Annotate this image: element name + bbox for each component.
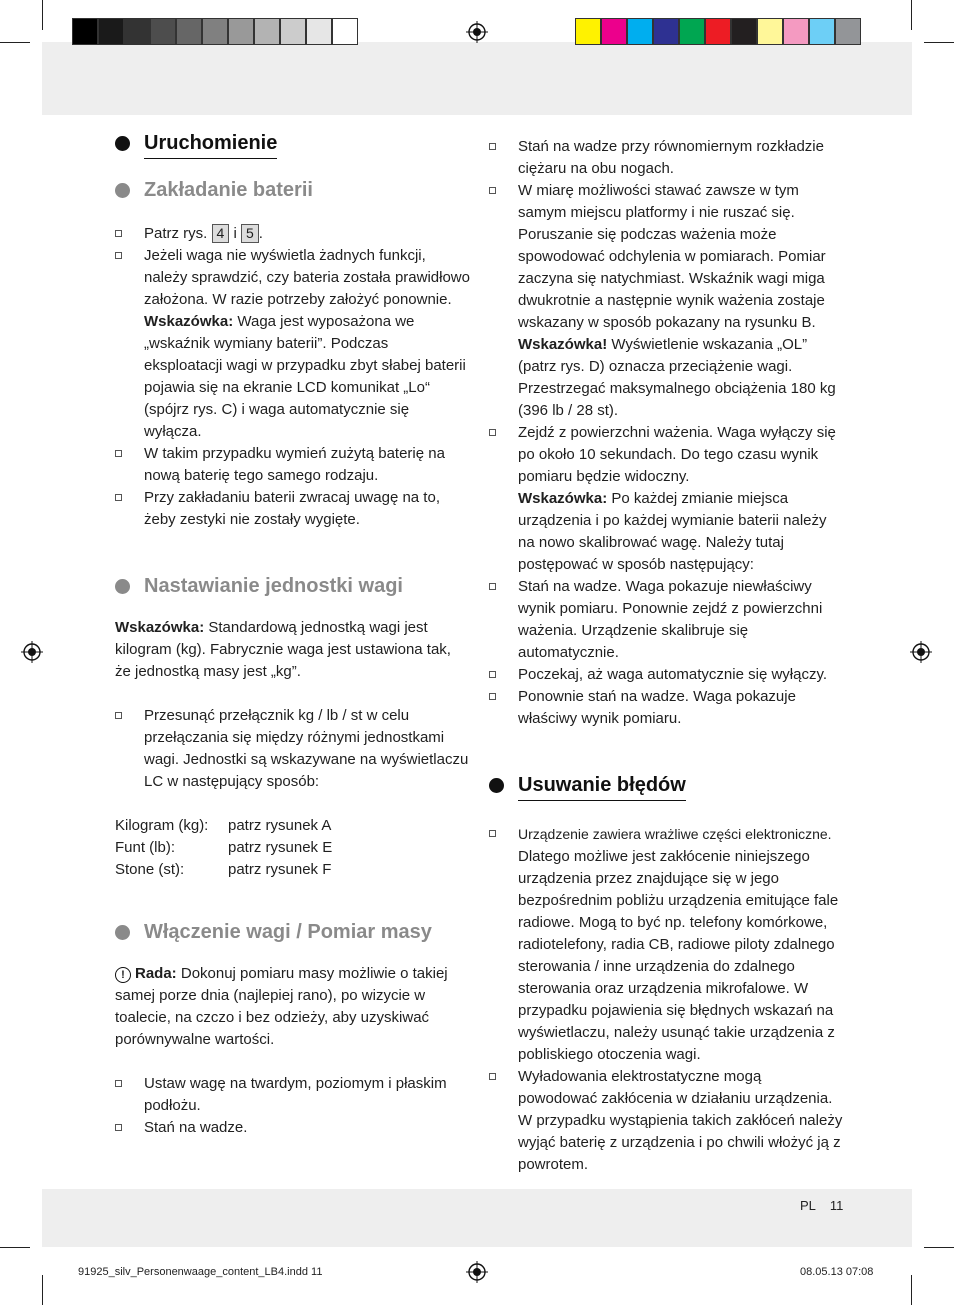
checkbox-bullet-icon bbox=[489, 830, 496, 837]
color-swatch bbox=[705, 18, 731, 45]
crop-mark bbox=[924, 1247, 954, 1248]
crop-mark bbox=[911, 1275, 912, 1305]
crop-mark bbox=[0, 1247, 30, 1248]
page-number: PL 11 bbox=[800, 1198, 844, 1213]
tip-paragraph: ! Rada: Dokonuj pomiaru masy możliwie o takiej samej porze dnia (najlepiej rano), po wizycie w toalecie, na czczo i bez odzieży, aby uzyskiwać porównywalne wartości. bbox=[115, 965, 448, 1048]
color-swatch bbox=[809, 18, 835, 45]
footer-band bbox=[42, 1189, 912, 1247]
list-item: W takim przypadku wymień zużytą baterię na nową baterię tego samego rodzaju. bbox=[115, 443, 470, 487]
figure-ref: 5 bbox=[241, 224, 259, 243]
registration-mark-icon bbox=[21, 641, 43, 663]
list-item: W miarę możliwości stawać zawsze w tym samym miejscu platformy i nie ruszać się. Poruszanie się podczas ważenia może spowodować odchylenia w pomiarach. Pomiar zaczyna się natychmiast. Wskaźnik wagi miga dwukrotnie a następnie wynik ważenia zostaje wskazany w sposób pokazany na rysunku B. Wskazówka! Wyświetlenie wskazania „OL” (patrz rys. D) oznacza przeciążenie wagi. Przestrzegać maksymalnego obciążenia 180 kg (396 lb / 28 st). bbox=[489, 180, 844, 422]
color-swatch bbox=[280, 18, 306, 45]
right-column bbox=[489, 136, 844, 1176]
crop-mark bbox=[924, 42, 954, 43]
checkbox-bullet-icon bbox=[115, 252, 122, 259]
color-swatch bbox=[72, 18, 98, 45]
color-swatch bbox=[306, 18, 332, 45]
figure-ref: 4 bbox=[212, 224, 230, 243]
list-item: Przesunąć przełącznik kg / lb / st w celu przełączania się między różnymi jednostkami wagi. Jednostki są wskazywane na wyświetlaczu LC w następujący sposób: bbox=[115, 705, 470, 793]
list-item: Stań na wadze. Waga pokazuje niewłaściwy wynik pomiaru. Ponownie zejdź z powierzchni ważenia. Urządzenie skalibruje się automatycznie. bbox=[489, 576, 844, 664]
checkbox-bullet-icon bbox=[489, 583, 496, 590]
color-swatch bbox=[228, 18, 254, 45]
checkbox-bullet-icon bbox=[115, 1124, 122, 1131]
color-swatch bbox=[627, 18, 653, 45]
checkbox-bullet-icon bbox=[115, 494, 122, 501]
registration-mark-icon bbox=[466, 21, 488, 43]
checkbox-bullet-icon bbox=[489, 693, 496, 700]
color-swatch bbox=[176, 18, 202, 45]
color-swatch bbox=[124, 18, 150, 45]
checkbox-bullet-icon bbox=[115, 450, 122, 457]
unit-row: Stone (st): patrz rysunek F bbox=[115, 861, 332, 878]
left-column bbox=[115, 130, 470, 1139]
checkbox-bullet-icon bbox=[489, 143, 496, 150]
bullet-dot-icon bbox=[115, 925, 130, 940]
exclamation-icon: ! bbox=[115, 967, 131, 983]
crop-mark bbox=[42, 0, 43, 30]
heading-uruchomienie: Uruchomienie bbox=[115, 130, 470, 159]
print-date: 08.05.13 07:08 bbox=[800, 1266, 874, 1278]
crop-mark bbox=[0, 42, 30, 43]
heading-zakladanie-baterii: Zakładanie baterii bbox=[115, 177, 470, 203]
note-paragraph: Wskazówka: Standardową jednostką wagi jest kilogram (kg). Fabrycznie waga jest ustawiona tak, że jednostką masy jest „kg”. bbox=[115, 619, 451, 680]
list-item: Jeżeli waga nie wyświetla żadnych funkcji, należy sprawdzić, czy bateria została prawidłowo założona. W razie potrzeby założyć ponownie. Wskazówka: Waga jest wyposażona we „wskaźnik wymiany baterii”. Podczas eksploatacji wagi w przypadku zbyt słabej baterii pojawia się na ekranie LCD komunikat „Lo“ (spójrz rys. C) i waga automatycznie się wyłącza. bbox=[115, 245, 470, 443]
registration-mark-icon bbox=[466, 1261, 488, 1283]
color-swatch bbox=[757, 18, 783, 45]
bullet-dot-icon bbox=[115, 136, 130, 151]
list-item: Wyładowania elektrostatyczne mogą powodować zakłócenia w działaniu urządzenia. W przypadku wystąpienia takich zakłóceń należy wyjąć baterię z urządzenia i po chwili włożyć ją z powrotem. bbox=[489, 1066, 844, 1176]
color-swatch bbox=[653, 18, 679, 45]
checkbox-bullet-icon bbox=[115, 230, 122, 237]
list-item: Stań na wadze. bbox=[115, 1117, 470, 1139]
color-swatch bbox=[150, 18, 176, 45]
color-swatch bbox=[601, 18, 627, 45]
list-item: Poczekaj, aż waga automatycznie się wyłączy. bbox=[489, 664, 844, 686]
color-swatch bbox=[332, 18, 358, 45]
unit-row: Funt (lb): patrz rysunek E bbox=[115, 839, 333, 856]
color-swatch bbox=[679, 18, 705, 45]
heading-usuwanie-bledow: Usuwanie błędów bbox=[489, 772, 844, 801]
header-band bbox=[42, 42, 912, 115]
bullet-dot-icon bbox=[489, 778, 504, 793]
color-swatch bbox=[202, 18, 228, 45]
heading-nastawianie: Nastawianie jednostki wagi bbox=[115, 573, 470, 599]
checkbox-bullet-icon bbox=[489, 429, 496, 436]
grayscale-bar bbox=[72, 18, 358, 47]
color-swatch bbox=[835, 18, 861, 45]
color-bar bbox=[575, 18, 861, 47]
bullet-dot-icon bbox=[115, 183, 130, 198]
list-item: Urządzenie zawiera wrażliwe części elektroniczne. Dlatego możliwe jest zakłócenie niniejszego urządzenia przez znajdujące się w jego bezpośrednim pobliżu urządzenia emitujące fale radiowe. Mogą to być np. telefony komórkowe, radiotelefony, radia CB, radiowe piloty zdalnego sterowania / inne urządzenia do zdalnego sterowania oraz urządzenia mikrofalowe. W przypadku pojawienia się błędnych wskazań na wyświetlaczu, należy usunąć takie urządzenia z pobliskiego otoczenia wagi. bbox=[489, 823, 844, 1066]
color-swatch bbox=[98, 18, 124, 45]
unit-row: Kilogram (kg): patrz rysunek A bbox=[115, 817, 332, 834]
color-swatch bbox=[575, 18, 601, 45]
color-swatch bbox=[783, 18, 809, 45]
checkbox-bullet-icon bbox=[115, 712, 122, 719]
list-item: Patrz rys. 4 i 5 . bbox=[115, 223, 470, 245]
checkbox-bullet-icon bbox=[489, 187, 496, 194]
checkbox-bullet-icon bbox=[115, 1080, 122, 1087]
file-info: 91925_silv_Personenwaage_content_LB4.indd 11 bbox=[78, 1266, 323, 1278]
checkbox-bullet-icon bbox=[489, 671, 496, 678]
list-item: Ustaw wagę na twardym, poziomym i płaskim podłożu. bbox=[115, 1073, 470, 1117]
crop-mark bbox=[911, 0, 912, 30]
crop-mark bbox=[42, 1275, 43, 1305]
list-item: Ponownie stań na wadze. Waga pokazuje właściwy wynik pomiaru. bbox=[489, 686, 844, 730]
color-swatch bbox=[254, 18, 280, 45]
list-item: Stań na wadze przy równomiernym rozkładzie ciężaru na obu nogach. bbox=[489, 136, 844, 180]
registration-mark-icon bbox=[910, 641, 932, 663]
list-item: Zejdź z powierzchni ważenia. Waga wyłączy się po około 10 sekundach. Do tego czasu wynik pomiaru będzie widoczny. Wskazówka: Po każdej zmianie miejsca urządzenia i po każdej wymianie baterii należy na nowo skalibrować wagę. Należy tutaj postępować w sposób następujący: bbox=[489, 422, 844, 576]
heading-wlaczenie-wagi: Włączenie wagi / Pomiar masy bbox=[115, 919, 470, 945]
color-swatch bbox=[731, 18, 757, 45]
checkbox-bullet-icon bbox=[489, 1073, 496, 1080]
bullet-dot-icon bbox=[115, 579, 130, 594]
units-table bbox=[115, 815, 470, 881]
list-item: Przy zakładaniu baterii zwracaj uwagę na to, żeby zestyki nie zostały wygięte. bbox=[115, 487, 470, 531]
